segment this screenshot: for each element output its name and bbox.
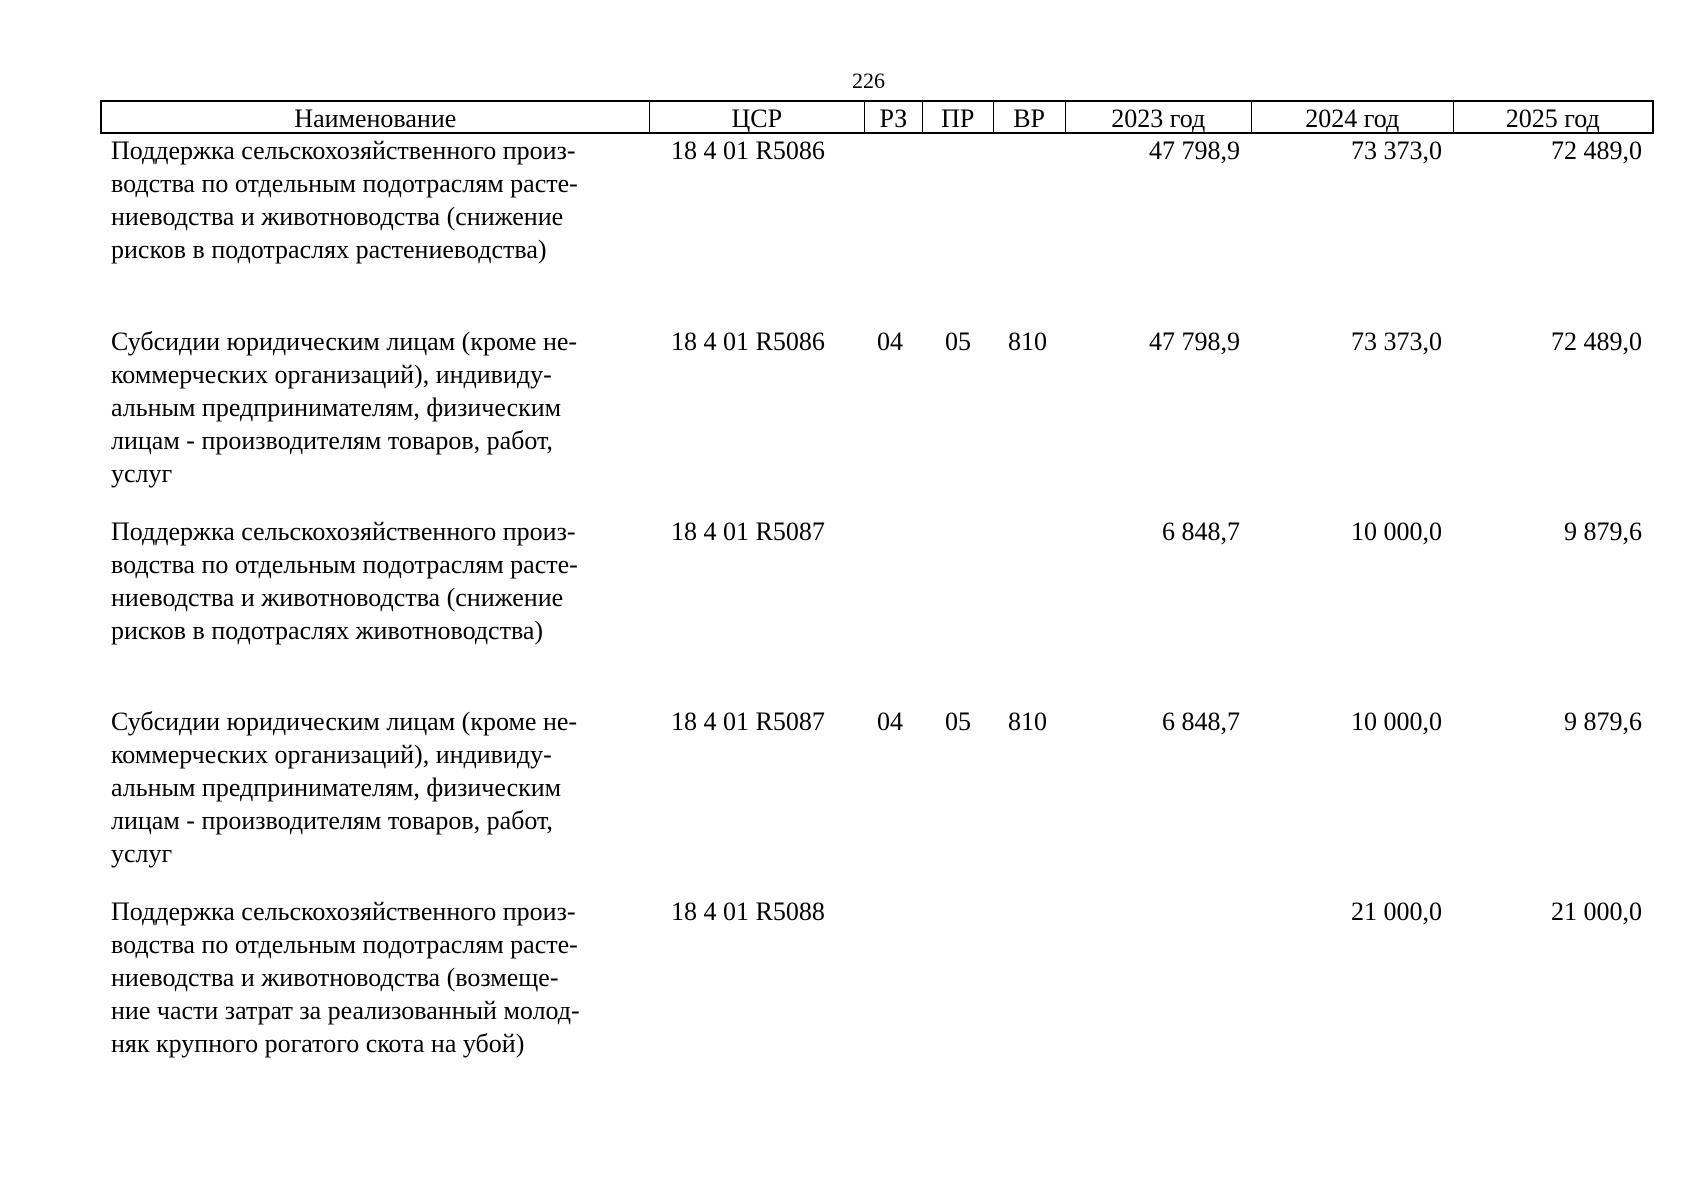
- header-name: Наименование: [102, 102, 650, 132]
- row-2025: 9 879,6: [1564, 707, 1642, 736]
- row-csr: 18 4 01 R5087: [671, 517, 825, 546]
- row-2025: 72 489,0: [1551, 327, 1642, 356]
- row-2023: 47 798,9: [1149, 136, 1240, 165]
- row-2025: 21 000,0: [1551, 897, 1642, 926]
- row-name: Поддержка сельскохозяйственного произ- водства по отдельным подотраслям расте- ниеводства и животноводства (снижение рисков в подотраслях растениеводства): [111, 136, 578, 264]
- row-name: Поддержка сельскохозяйственного произ- водства по отдельным подотраслям расте- ниеводства и животноводства (снижение рисков в подотраслях животноводства): [111, 517, 578, 645]
- row-2024: 10 000,0: [1351, 707, 1442, 736]
- row-vr: [994, 895, 1066, 1085]
- row-vr: [994, 515, 1066, 705]
- table-row: [100, 515, 1654, 705]
- header-2024: 2024 год: [1252, 102, 1453, 132]
- row-2023: [1066, 895, 1253, 1085]
- row-csr: 18 4 01 R5086: [671, 327, 825, 356]
- row-pr: [923, 515, 994, 705]
- header-2023: 2023 год: [1066, 102, 1253, 132]
- row-rz: [865, 515, 923, 705]
- row-pr: [923, 134, 994, 325]
- row-rz: 04: [877, 327, 903, 356]
- row-csr: 18 4 01 R5087: [671, 707, 825, 736]
- row-2025: 9 879,6: [1564, 517, 1642, 546]
- row-name: Поддержка сельскохозяйственного произ- водства по отдельным подотраслям расте- ниеводства и животноводства (возмеще- ние части затрат за реализованный молод- няк крупного рогатого скота на убой): [111, 897, 580, 1058]
- header-csr: ЦСР: [650, 102, 865, 132]
- row-vr: 810: [1008, 327, 1047, 356]
- row-rz: 04: [877, 707, 903, 736]
- row-csr: 18 4 01 R5086: [671, 136, 825, 165]
- row-vr: 810: [1008, 707, 1047, 736]
- header-2025: 2025 год: [1505, 104, 1600, 132]
- row-pr: 05: [945, 707, 971, 736]
- table-body: [100, 134, 1654, 1085]
- row-csr: 18 4 01 R5088: [671, 897, 825, 926]
- row-name: Субсидии юридическим лицам (кроме не- коммерческих организаций), индивиду- альным предпринимателям, физическим лицам - производителям товаров, работ, услуг: [111, 327, 578, 488]
- row-rz: [865, 895, 923, 1085]
- header-vr: ВР: [994, 102, 1066, 132]
- row-pr: [923, 895, 994, 1085]
- table-row: [100, 705, 1654, 895]
- row-vr: [994, 134, 1066, 325]
- row-2024: 10 000,0: [1351, 517, 1442, 546]
- row-2025: 72 489,0: [1551, 136, 1642, 165]
- row-2024: 73 373,0: [1351, 327, 1442, 356]
- header-rz: РЗ: [865, 102, 923, 132]
- row-2024: 73 373,0: [1351, 136, 1442, 165]
- table-row: [100, 325, 1654, 515]
- header-pr: ПР: [923, 102, 994, 132]
- row-name: Субсидии юридическим лицам (кроме не- коммерческих организаций), индивиду- альным предпринимателям, физическим лицам - производителям товаров, работ, услуг: [111, 707, 578, 868]
- row-2023: 6 848,7: [1162, 517, 1240, 546]
- table-row: [100, 895, 1654, 1085]
- table-row: [100, 134, 1654, 325]
- row-2023: 47 798,9: [1149, 327, 1240, 356]
- row-2023: 6 848,7: [1162, 707, 1240, 736]
- row-rz: [865, 134, 923, 325]
- row-2024: 21 000,0: [1351, 897, 1442, 926]
- table-header: [100, 100, 1654, 134]
- page-number: 226: [852, 68, 885, 93]
- row-pr: 05: [945, 327, 971, 356]
